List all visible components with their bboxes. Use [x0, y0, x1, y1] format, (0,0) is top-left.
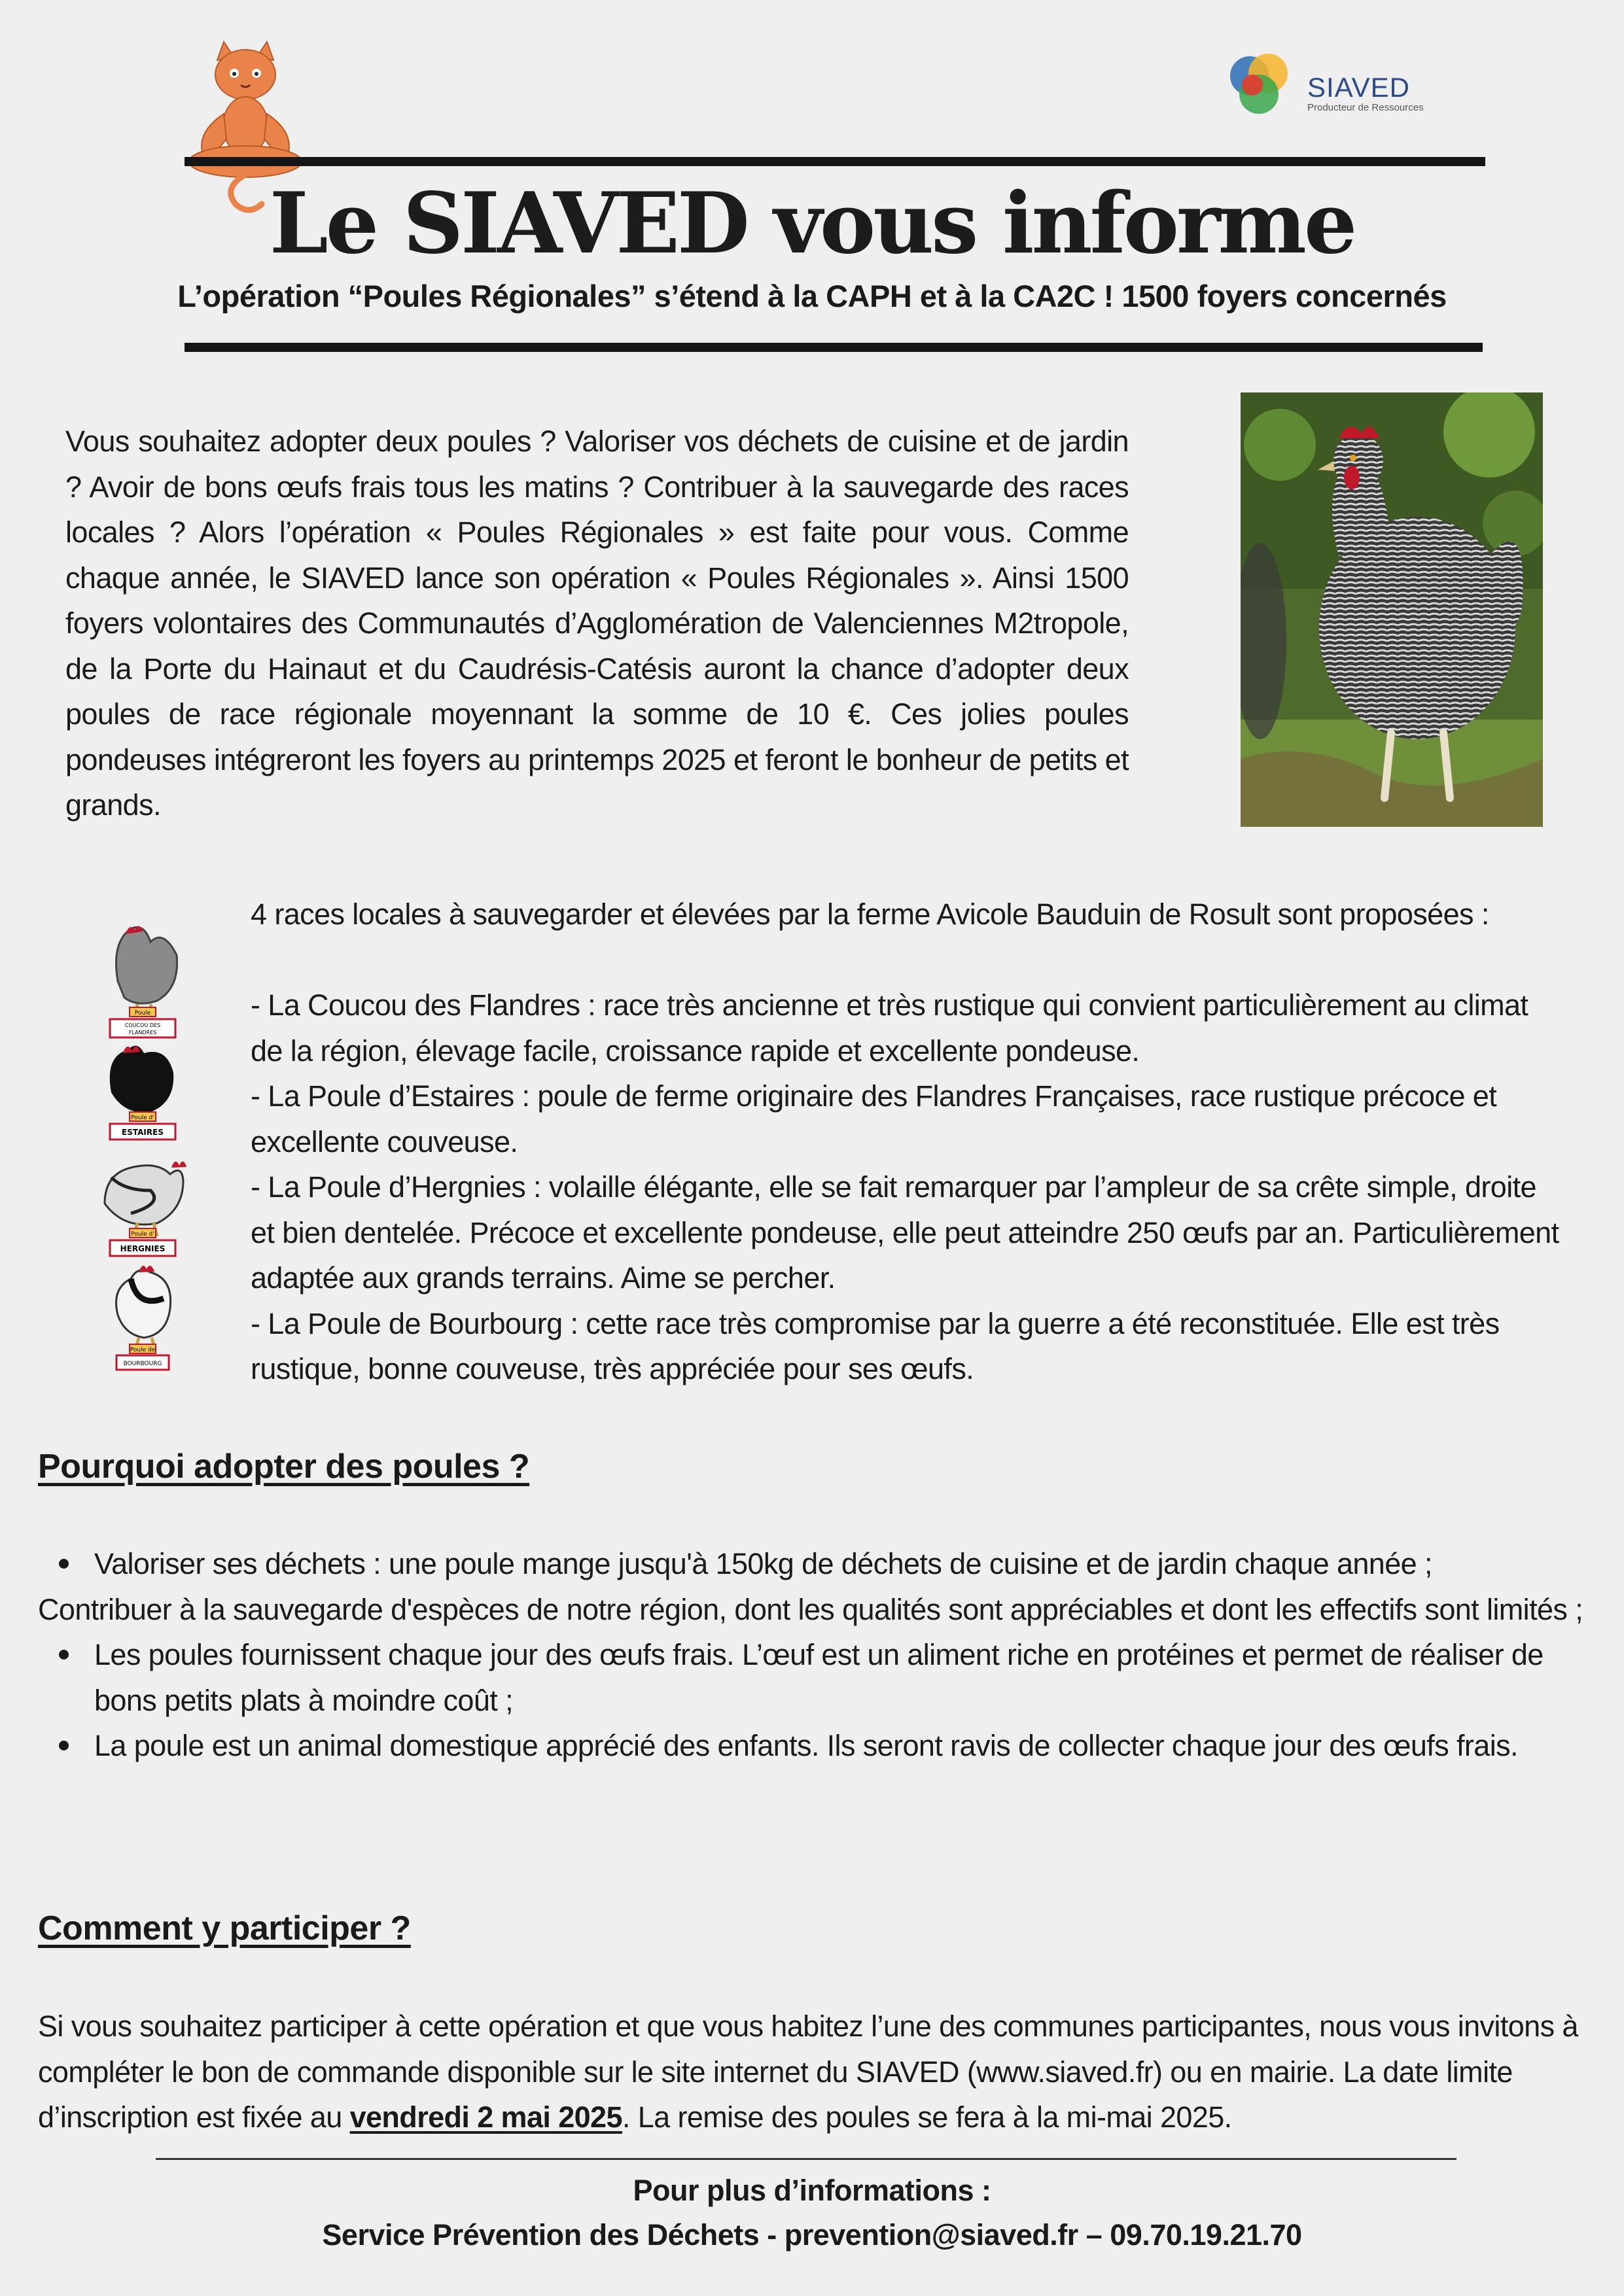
svg-text:Poule: Poule	[134, 1010, 151, 1017]
registration-deadline: vendredi 2 mai 2025	[349, 2100, 622, 2134]
svg-text:BOURBOURG: BOURBOURG	[123, 1361, 162, 1367]
hen-photo	[1241, 392, 1543, 827]
svg-text:Poule d': Poule d'	[131, 1231, 154, 1238]
how-paragraph	[38, 2004, 1595, 2140]
svg-text:HERGNIES: HERGNIES	[120, 1244, 166, 1253]
logo-tagline: Producteur de Ressources	[1307, 102, 1424, 113]
intro-paragraph: Vous souhaitez adopter deux poules ? Valoriser vos déchets de cuisine et de jardin ? Avoir de bons œufs frais tous les matins ? Contribuer à la sauvegarde des races locales ? Alors l’opération « Poules Régionales » est faite pour vous. Comme chaque année, le SIAVED lance son opération « Poules Régionales ». Ainsi 1500 foyers volontaires des Communautés d’Agglomération de Valenciennes M2tropole, de la Porte du Hainaut et du Caudrésis-Catésis auront la chance d’adopter deux poules de race régionale moyennant la somme de 10 €. Ces jolies poules pondeuses intégreront les foyers au printemps 2025 et feront le bonheur de petits et grands.	[65, 425, 1129, 822]
why-continuation: Contribuer à la sauvegarde d'espèces de notre région, dont les qualités sont appréciables et dont les effectifs sont limités ;	[38, 1592, 1583, 1626]
svg-text:FLANDRES: FLANDRES	[128, 1030, 157, 1035]
breed-item-bourbourg: - La Poule de Bourbourg : cette race très compromise par la guerre a été reconstituée. Elle est très rustique, bonne couveuse, très appréciée pour ses œufs.	[251, 1306, 1500, 1385]
svg-text:Poule d': Poule d'	[131, 1115, 154, 1121]
coucou-des-flandres-hen-icon	[110, 926, 177, 1037]
footer-divider	[156, 2158, 1456, 2160]
breeds-intro: 4 races locales à sauvegarder et élevées par la ferme Avicole Bauduin de Rosult sont proposées :	[251, 897, 1489, 931]
hergnies-hen-icon	[105, 1161, 186, 1256]
why-bullet-1: Valoriser ses déchets : une poule mange jusqu'à 150kg de déchets de cuisine et de jardin chaque année ;	[38, 1541, 1589, 1587]
how-text-before: Si vous souhaitez participer à cette opération et que vous habitez l’une des communes participantes, nous vous invitons à compléter le bon de commande disponible sur le site internet du SIAVED (www.siaved.fr) ou en mairie. La date limite d’inscription est fixée au	[38, 2009, 1578, 2134]
why-heading: Pourquoi adopter des poules ?	[38, 1448, 530, 1486]
svg-text:ESTAIRES: ESTAIRES	[122, 1128, 164, 1137]
svg-text:Poule de: Poule de	[130, 1347, 156, 1353]
header-rule-top	[185, 157, 1485, 166]
how-heading: Comment y participer ?	[38, 1909, 411, 1947]
svg-text:COUCOU DES: COUCOU DES	[124, 1022, 161, 1028]
breed-item-estaires: - La Poule d’Estaires : poule de ferme originaire des Flandres Françaises, race rustique précoce et excellente couveuse.	[251, 1079, 1497, 1158]
siaved-logo-mark-icon	[1222, 47, 1301, 126]
footer-heading: Pour plus d’informations :	[633, 2174, 991, 2207]
how-text-after: . La remise des poules se fera à la mi-mai 2025.	[622, 2100, 1232, 2134]
siaved-logo	[1222, 47, 1445, 126]
why-list	[38, 1541, 1589, 1769]
logo-name: SIAVED	[1307, 72, 1410, 103]
page-subtitle: L’opération “Poules Régionales” s’étend à la CAPH et à la CA2C ! 1500 foyers concernés	[177, 279, 1447, 313]
breed-icons-column	[92, 916, 196, 1380]
estaires-hen-icon	[110, 1046, 175, 1139]
header-rule-bottom	[185, 343, 1483, 352]
bourbourg-hen-icon	[116, 1266, 171, 1370]
why-bullet-3: La poule est un animal domestique apprécié des enfants. Ils seront ravis de collecter chaque jour des œufs frais.	[38, 1723, 1589, 1769]
breed-item-hergnies: - La Poule d’Hergnies : volaille élégante, elle se fait remarquer par l’ampleur de sa crête simple, droite et bien dentelée. Précoce et excellente pondeuse, elle peut atteindre 250 œufs par an. Particulièrement adaptée aux grands terrains. Aime se percher.	[251, 1170, 1559, 1295]
breeds-section	[251, 892, 1566, 1392]
why-bullet-2: Les poules fournissent chaque jour des œufs frais. L’œuf est un aliment riche en protéines et permet de réaliser de bons petits plats à moindre coût ;	[38, 1632, 1589, 1723]
page-title: Le SIAVED vous informe	[269, 175, 1355, 273]
breed-item-coucou-des-flandres: - La Coucou des Flandres : race très ancienne et très rustique qui convient particulièrement au climat de la région, élevage facile, croissance rapide et excellente pondeuse.	[251, 988, 1528, 1068]
footer-contact: Service Prévention des Déchets - prevention@siaved.fr – 09.70.19.21.70	[322, 2218, 1302, 2252]
